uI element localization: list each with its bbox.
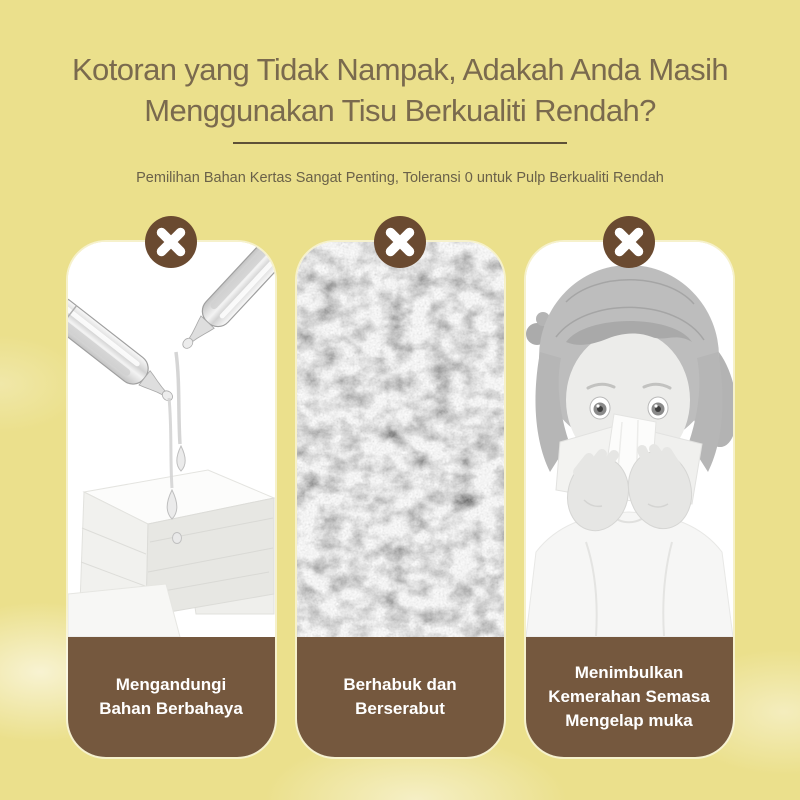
- subtitle: Pemilihan Bahan Kertas Sangat Penting, Toleransi 0 untuk Pulp Berkualiti Rendah: [136, 170, 664, 186]
- card-image-girl-tissue: [526, 242, 733, 637]
- card-image-ampoules: [68, 242, 275, 637]
- card-label-line: Berserabut: [355, 699, 445, 718]
- card-label-panel: [297, 637, 504, 757]
- card-image-pulp-texture: [297, 242, 504, 637]
- page-title: [0, 0, 800, 131]
- card-label-line: Bahan Berbahaya: [99, 699, 243, 718]
- card-harmful-ingredients: [68, 242, 275, 757]
- title-line-1: Kotoran yang Tidak Nampak, Adakah Anda Masih: [71, 52, 729, 87]
- x-icon: [145, 216, 197, 268]
- x-icon: [603, 216, 655, 268]
- card-label-line: Kemerahan Semasa: [548, 687, 710, 706]
- title-divider: [233, 142, 567, 144]
- card-label-line: Menimbulkan: [574, 663, 684, 682]
- card-dusty-pulp: [297, 242, 504, 757]
- card-skin-redness: [526, 242, 733, 757]
- card-label-line: Berhabuk dan: [343, 675, 457, 694]
- cards-row: [0, 242, 800, 757]
- card-label-line: Mengandungi: [115, 675, 227, 694]
- title-line-2: Menggunakan Tisu Berkualiti Rendah?: [144, 93, 656, 128]
- card-label-panel: [526, 637, 733, 757]
- x-icon: [374, 216, 426, 268]
- card-label-line: Mengelap muka: [565, 711, 693, 730]
- card-label-panel: [68, 637, 275, 757]
